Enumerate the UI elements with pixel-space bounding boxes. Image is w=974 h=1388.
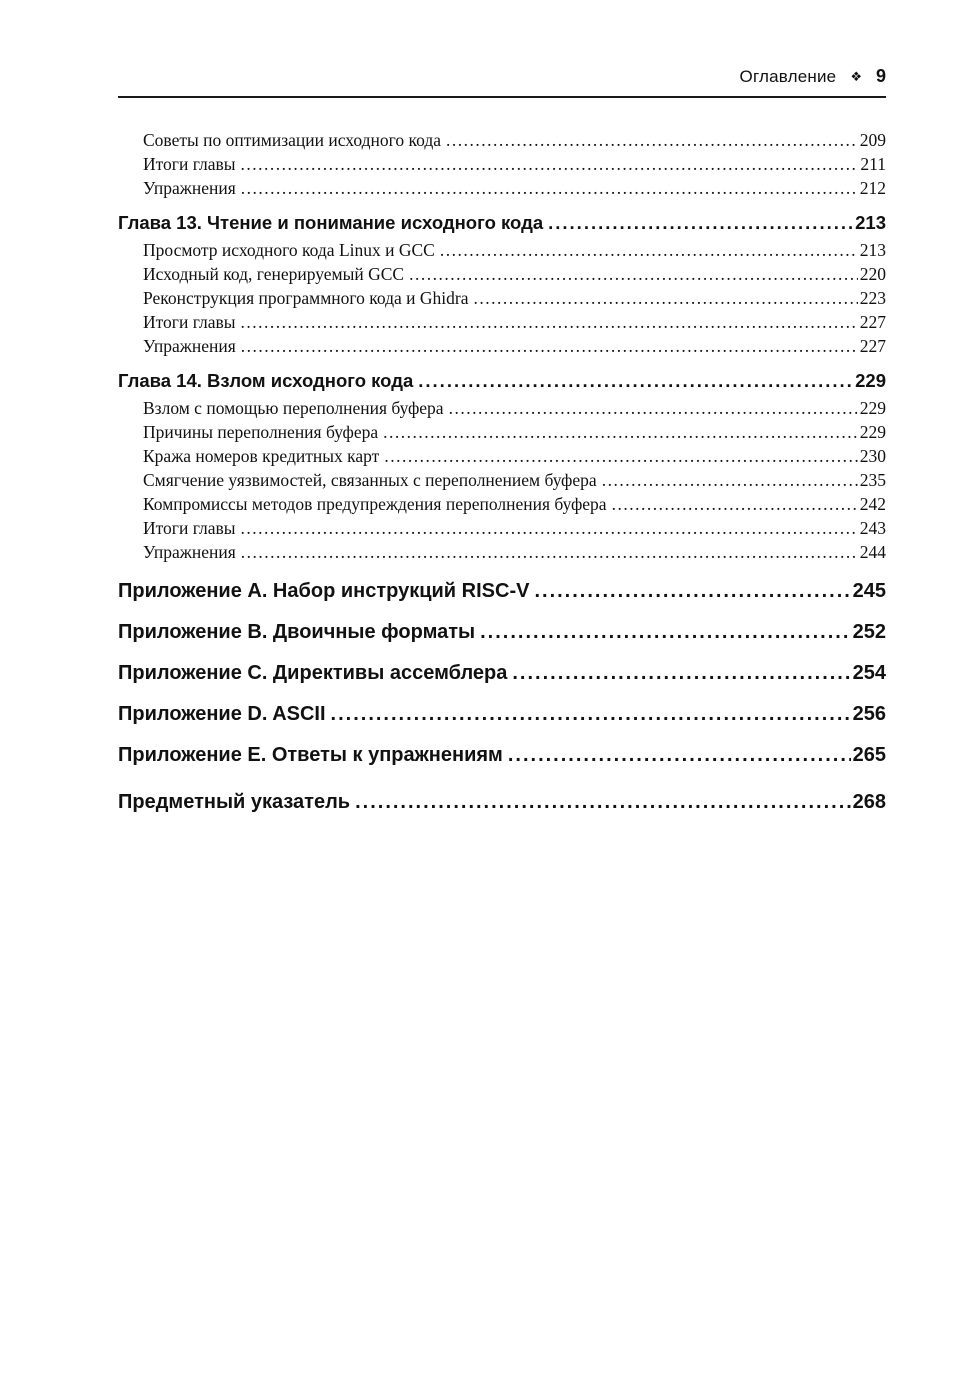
toc-chapter-entry bbox=[118, 369, 886, 393]
dot-leader bbox=[508, 741, 851, 769]
toc-entry-page: 229 bbox=[859, 422, 886, 442]
toc-entry-title: Компромиссы методов предупреждения переполнения буфера bbox=[143, 494, 607, 514]
toc-entry-page: 252 bbox=[852, 621, 886, 643]
toc-entry-title: Приложение A. Набор инструкций RISC-V bbox=[118, 580, 530, 602]
toc-entry-title: Взлом с помощью переполнения буфера bbox=[143, 398, 444, 418]
toc-entry-title: Просмотр исходного кода Linux и GCC bbox=[143, 240, 435, 260]
toc-index-entry bbox=[118, 788, 886, 816]
toc-entry-page: 245 bbox=[852, 580, 886, 602]
dot-leader bbox=[512, 659, 850, 687]
toc-entry bbox=[118, 238, 886, 262]
toc-chapter-entry bbox=[118, 211, 886, 235]
toc-entry-title: Приложение D. ASCII bbox=[118, 703, 326, 725]
toc-entry-page: 213 bbox=[855, 212, 886, 233]
toc-entry-page: 268 bbox=[852, 791, 886, 813]
toc-entry-page: 230 bbox=[859, 446, 886, 466]
running-head bbox=[118, 66, 886, 98]
dot-leader bbox=[383, 420, 858, 444]
toc-entry-title: Приложение E. Ответы к упражнениям bbox=[118, 744, 503, 766]
toc-entry-title: Реконструкция программного кода и Ghidra bbox=[143, 288, 469, 308]
toc-entry-title: Советы по оптимизации исходного кода bbox=[143, 130, 441, 150]
toc-entry bbox=[118, 444, 886, 468]
toc-entry bbox=[118, 334, 886, 358]
toc-appendix-entry bbox=[118, 741, 886, 769]
toc-entry-title: Приложение C. Директивы ассемблера bbox=[118, 662, 508, 684]
dot-leader bbox=[440, 238, 858, 262]
toc-entry-title: Упражнения bbox=[143, 542, 236, 562]
dot-leader bbox=[241, 152, 859, 176]
toc-entry bbox=[118, 310, 886, 334]
toc-entry bbox=[118, 128, 886, 152]
dot-leader bbox=[449, 396, 858, 420]
toc-entry-page: 212 bbox=[859, 178, 886, 198]
dot-leader bbox=[241, 176, 858, 200]
toc-entry-page: 243 bbox=[859, 518, 886, 538]
running-head-page-number: 9 bbox=[875, 66, 886, 86]
toc-entry-title: Упражнения bbox=[143, 336, 236, 356]
toc-entry-title: Итоги главы bbox=[143, 312, 236, 332]
dot-leader bbox=[241, 516, 858, 540]
toc-entry-title: Исходный код, генерируемый GCC bbox=[143, 264, 405, 284]
toc-entry-page: 229 bbox=[855, 370, 886, 391]
dot-leader bbox=[331, 700, 851, 728]
toc-entry-title: Глава 14. Взлом исходного кода bbox=[118, 370, 414, 391]
dot-leader bbox=[241, 334, 858, 358]
toc-entry-page: 209 bbox=[859, 130, 886, 150]
toc-entry bbox=[118, 152, 886, 176]
toc-entry-page: 242 bbox=[859, 494, 886, 514]
toc-entry-title: Упражнения bbox=[143, 178, 236, 198]
toc-entry bbox=[118, 286, 886, 310]
dot-leader bbox=[384, 444, 857, 468]
toc-appendix-entry bbox=[118, 700, 886, 728]
toc-entry bbox=[118, 262, 886, 286]
toc-entry-page: 235 bbox=[859, 470, 886, 490]
toc-appendix-entry bbox=[118, 577, 886, 605]
toc-entry-page: 265 bbox=[852, 744, 886, 766]
dot-leader bbox=[474, 286, 858, 310]
toc-entry bbox=[118, 396, 886, 420]
dot-leader bbox=[355, 788, 851, 816]
toc-entry bbox=[118, 516, 886, 540]
dot-leader bbox=[241, 310, 858, 334]
toc-entry-title: Кража номеров кредитных карт bbox=[143, 446, 380, 466]
toc-entry bbox=[118, 492, 886, 516]
toc-entry-page: 213 bbox=[859, 240, 886, 260]
toc-entry-title: Итоги главы bbox=[143, 518, 236, 538]
toc-appendix-entry bbox=[118, 659, 886, 687]
toc-entry-page: 227 bbox=[859, 312, 886, 332]
toc-entry-title: Причины переполнения буфера bbox=[143, 422, 379, 442]
diamond-ornament-icon: ❖ bbox=[850, 69, 862, 84]
dot-leader bbox=[548, 211, 853, 235]
toc-entry bbox=[118, 468, 886, 492]
toc-entry-page: 254 bbox=[852, 662, 886, 684]
toc-appendix-entry bbox=[118, 618, 886, 646]
dot-leader bbox=[446, 128, 858, 152]
toc-entry-page: 227 bbox=[859, 336, 886, 356]
dot-leader bbox=[418, 369, 853, 393]
table-of-contents bbox=[118, 128, 886, 816]
dot-leader bbox=[480, 618, 851, 646]
dot-leader bbox=[409, 262, 858, 286]
toc-entry-page: 223 bbox=[859, 288, 886, 308]
toc-entry-page: 211 bbox=[860, 154, 886, 174]
toc-entry-page: 256 bbox=[852, 703, 886, 725]
toc-entry-title: Приложение B. Двоичные форматы bbox=[118, 621, 476, 643]
toc-entry-title: Итоги главы bbox=[143, 154, 236, 174]
toc-entry-page: 229 bbox=[859, 398, 886, 418]
toc-entry-title: Глава 13. Чтение и понимание исходного кода bbox=[118, 212, 544, 233]
toc-entry bbox=[118, 176, 886, 200]
dot-leader bbox=[602, 468, 858, 492]
toc-entry bbox=[118, 540, 886, 564]
toc-entry-title: Предметный указатель bbox=[118, 791, 351, 813]
toc-entry-title: Смягчение уязвимостей, связанных с переполнением буфера bbox=[143, 470, 597, 490]
dot-leader bbox=[534, 577, 850, 605]
toc-entry bbox=[118, 420, 886, 444]
toc-entry-page: 244 bbox=[859, 542, 886, 562]
dot-leader bbox=[612, 492, 858, 516]
dot-leader bbox=[241, 540, 858, 564]
running-head-title: Оглавление bbox=[739, 67, 837, 86]
toc-entry-page: 220 bbox=[859, 264, 886, 284]
